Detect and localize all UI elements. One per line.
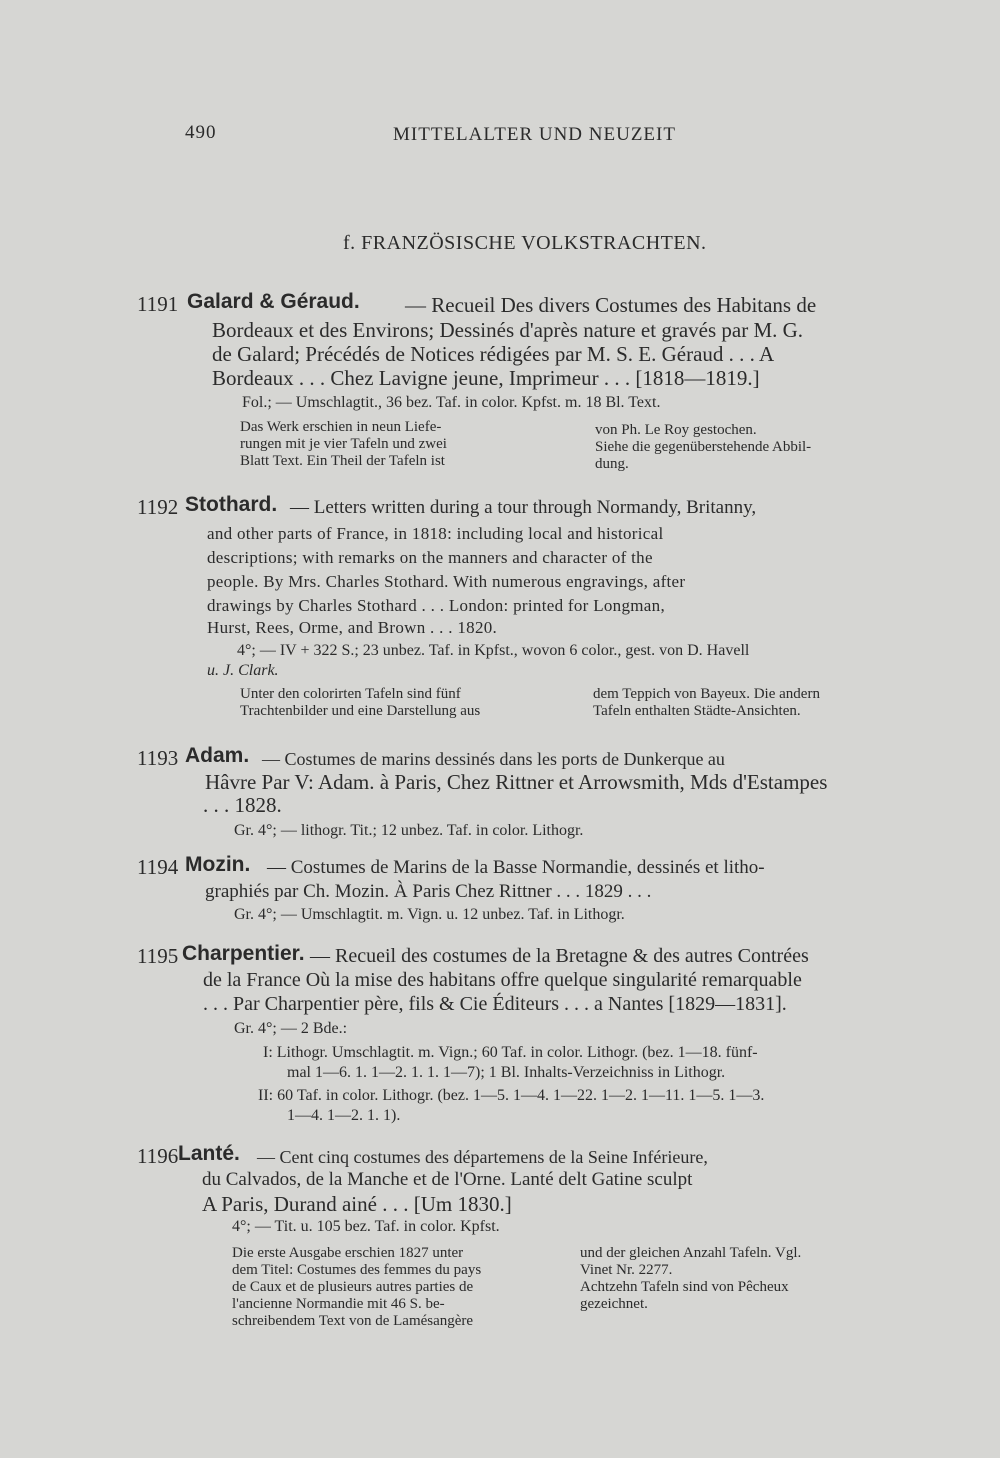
entry-title-line: — Recueil des costumes de la Bretagne & des autres Contrées — [310, 945, 809, 967]
entry-title-line: A Paris, Durand ainé . . . [Um 1830.] — [202, 1192, 512, 1216]
entry-collation: Gr. 4°; — 2 Bde.: — [234, 1020, 348, 1037]
volume-line: I: Lithogr. Umschlagtit. m. Vign.; 60 Taf. in color. Lithogr. (bez. 1—18. fünf- — [263, 1044, 758, 1061]
volume-line: II: 60 Taf. in color. Lithogr. (bez. 1—5. 1—4. 1—22. 1—2. 1—11. 1—5. 1—3. — [258, 1087, 765, 1104]
entry-note-right: von Ph. Le Roy gestochen. Siehe die gegenüberstehende Abbil- dung. — [595, 422, 812, 472]
entry-collation: 4°; — Tit. u. 105 bez. Taf. in color. Kpfst. — [232, 1218, 500, 1235]
entry-note-left: Unter den colorirten Tafeln sind fünf Trachtenbilder und eine Darstellung aus — [240, 686, 481, 719]
entry-collation: 4°; — IV + 322 S.; 23 unbez. Taf. in Kpfst., wovon 6 color., gest. von D. Havell — [237, 642, 750, 659]
entry-author: Lanté. — [178, 1142, 240, 1165]
section-title: f. FRANZÖSISCHE VOLKSTRACHTEN. — [343, 232, 707, 254]
entry-author: Mozin. — [185, 853, 251, 876]
entry-number: 1192 — [137, 495, 179, 519]
entry-title-line: — Cent cinq costumes des départemens de la Seine Inférieure, — [257, 1147, 708, 1167]
entry-author: Charpentier. — [182, 942, 305, 965]
entry-note-left: Das Werk erschien in neun Liefe- rungen mit je vier Tafeln und zwei Blatt Text. Ein Theil der Tafeln ist — [240, 419, 447, 469]
entry-collation: u. J. Clark. — [207, 662, 279, 679]
entry-title-line: — Costumes de marins dessinés dans les ports de Dunkerque au — [262, 749, 725, 769]
entry-title-line: and other parts of France, in 1818: including local and historical — [207, 524, 664, 543]
entry-collation: Gr. 4°; — lithogr. Tit.; 12 unbez. Taf. in color. Lithogr. — [234, 822, 584, 839]
entry-note-right: dem Teppich von Bayeux. Die andern Tafeln enthalten Städte-Ansichten. — [593, 686, 820, 719]
entry-title-line: Hurst, Rees, Orme, and Brown . . . 1820. — [207, 618, 498, 637]
entry-title-line: — Letters written during a tour through Normandy, Britanny, — [290, 497, 757, 518]
entry-author: Stothard. — [185, 493, 278, 516]
entry-number: 1193 — [137, 746, 179, 770]
entry-title-line: Bordeaux . . . Chez Lavigne jeune, Imprimeur . . . [1818—1819.] — [212, 366, 760, 390]
entry-collation: Gr. 4°; — Umschlagtit. m. Vign. u. 12 unbez. Taf. in Lithogr. — [234, 906, 625, 923]
entry-note-right: und der gleichen Anzahl Tafeln. Vgl. Vinet Nr. 2277. Achtzehn Tafeln sind von Pêcheux gezeichnet. — [580, 1245, 802, 1312]
entry-number: 1194 — [137, 855, 179, 879]
entry-collation: Fol.; — Umschlagtit., 36 bez. Taf. in color. Kpfst. m. 18 Bl. Text. — [242, 394, 661, 411]
entry-note-left: Die erste Ausgabe erschien 1827 unter dem Titel: Costumes des femmes du pays de Caux et de plusieurs autres parties de l'ancienne Normandie mit 46 S. be- schreibendem Text von de Lamésangère — [232, 1245, 482, 1329]
entry-title-line: de Galard; Précédés de Notices rédigées par M. S. E. Géraud . . . A — [212, 342, 775, 366]
volume-line: mal 1—6. 1. 1—2. 1. 1. 1—7); 1 Bl. Inhalts-Verzeichniss in Lithogr. — [287, 1064, 726, 1081]
entry-title-line: Bordeaux et des Environs; Dessinés d'après nature et gravés par M. G. — [212, 318, 804, 342]
entry-title-line: drawings by Charles Stothard . . . London: printed for Longman, — [207, 596, 665, 615]
entry-title-line: people. By Mrs. Charles Stothard. With numerous engravings, after — [207, 572, 686, 591]
entry-title-line: — Recueil Des divers Costumes des Habitans de — [405, 293, 817, 317]
entry-title-line: descriptions; with remarks on the manners and character of the — [207, 548, 653, 567]
entry-title-line: de la France Où la mise des habitans offre quelque singularité remarquable — [203, 969, 802, 991]
entry-title-line: graphiés par Ch. Mozin. À Paris Chez Rittner . . . 1829 . . . — [205, 881, 652, 902]
entry-number: 1196 — [137, 1144, 179, 1168]
entry-author: Adam. — [185, 744, 250, 767]
page-number: 490 — [185, 122, 217, 143]
entry-title-line: du Calvados, de la Manche et de l'Orne. Lanté delt Gatine sculpt — [202, 1169, 693, 1190]
entry-title-line: Hâvre Par V: Adam. à Paris, Chez Rittner et Arrowsmith, Mds d'Estampes — [205, 770, 828, 794]
entry-number: 1191 — [137, 292, 179, 316]
volume-line: 1—4. 1—2. 1. 1). — [287, 1107, 401, 1124]
entry-title-line: . . . 1828. — [203, 793, 282, 817]
entry-author: Galard & Géraud. — [187, 290, 360, 313]
entry-number: 1195 — [137, 944, 179, 968]
entry-title-line: . . . Par Charpentier père, fils & Cie Éditeurs . . . a Nantes [1829—1831]. — [203, 993, 787, 1015]
entry-title-line: — Costumes de Marins de la Basse Normandie, dessinés et litho- — [267, 857, 765, 878]
running-head: MITTELALTER UND NEUZEIT — [393, 124, 676, 145]
